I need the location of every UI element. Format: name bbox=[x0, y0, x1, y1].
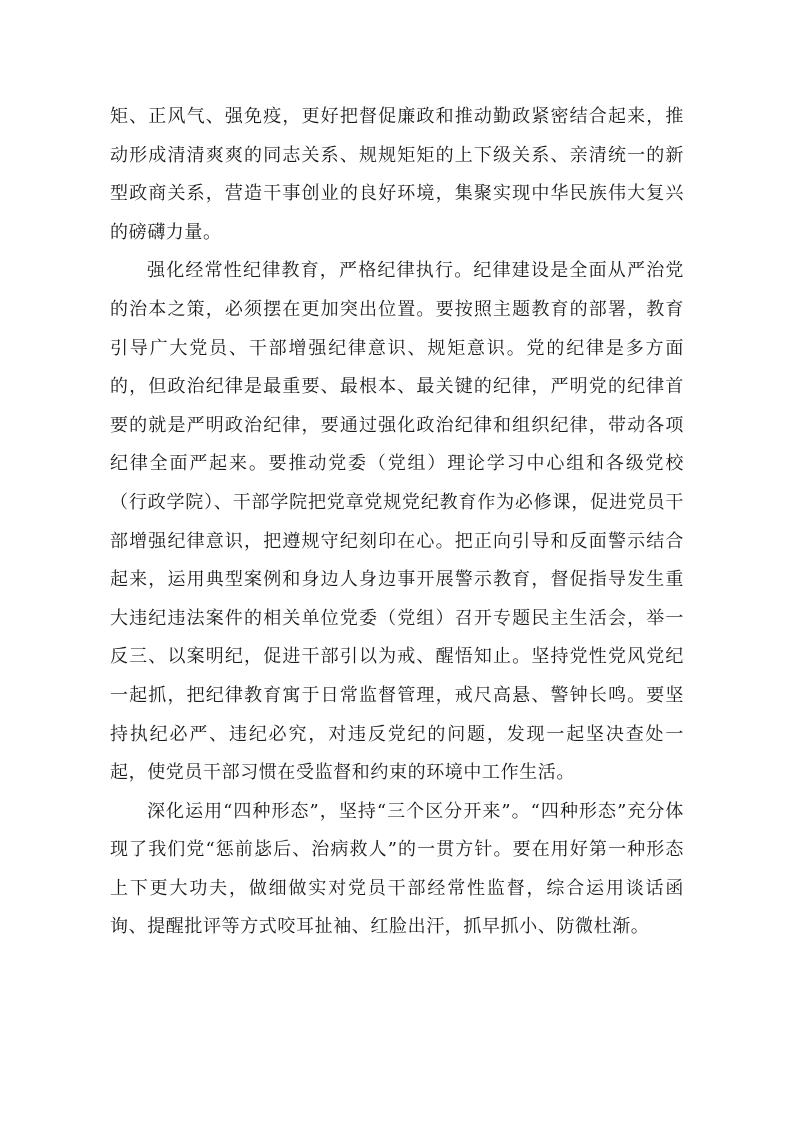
paragraph-continuation: 矩、正风气、强免疫，更好把督促廉政和推动勤政紧密结合起来，推动形成清清爽爽的同志关系、规规矩矩的上下级关系、亲清统一的新型政商关系，营造干事创业的良好环境，集聚实现中华民族伟大复兴的磅礴力量。 bbox=[110, 106, 684, 243]
document-body bbox=[110, 98, 684, 947]
paragraph-four-forms: 深化运用“四种形态”，坚持“三个区分开来”。“四种形态”充分体现了我们党“惩前毖后、治病救人”的一贯方针。要在用好第一种形态上下更大功夫，做细做实对党员干部经常性监督，综合运用谈话函询、提醒批评等方式咬耳扯袖、红脸出汗，抓早抓小、防微杜渐。 bbox=[110, 800, 684, 938]
paragraph-discipline-education: 强化经常性纪律教育，严格纪律执行。纪律建设是全面从严治党的治本之策，必须摆在更加突出位置。要按照主题教育的部署，教育引导广大党员、干部增强纪律意识、规矩意识。党的纪律是多方面的，但政治纪律是最重要、最根本、最关键的纪律，严明党的纪律首要的就是严明政治纪律，要通过强化政治纪律和组织纪律，带动各项纪律全面严起来。要推动党委（党组）理论学习中心组和各级党校（行政学院）、干部学院把党章党规党纪教育作为必修课，促进党员干部增强纪律意识，把遵规守纪刻印在心。把正向引导和反面警示结合起来，运用典型案例和身边人身边事开展警示教育，督促指导发生重大违纪违法案件的相关单位党委（党组）召开专题民主生活会，举一反三、以案明纪，促进干部引以为戒、醒悟知止。坚持党性党风党纪一起抓，把纪律教育寓于日常监督管理，戒尺高悬、警钟长鸣。要坚持执纪必严、违纪必究，对违反党纪的问题，发现一起坚决查处一起，使党员干部习惯在受监督和约束的环境中工作生活。 bbox=[110, 260, 684, 784]
